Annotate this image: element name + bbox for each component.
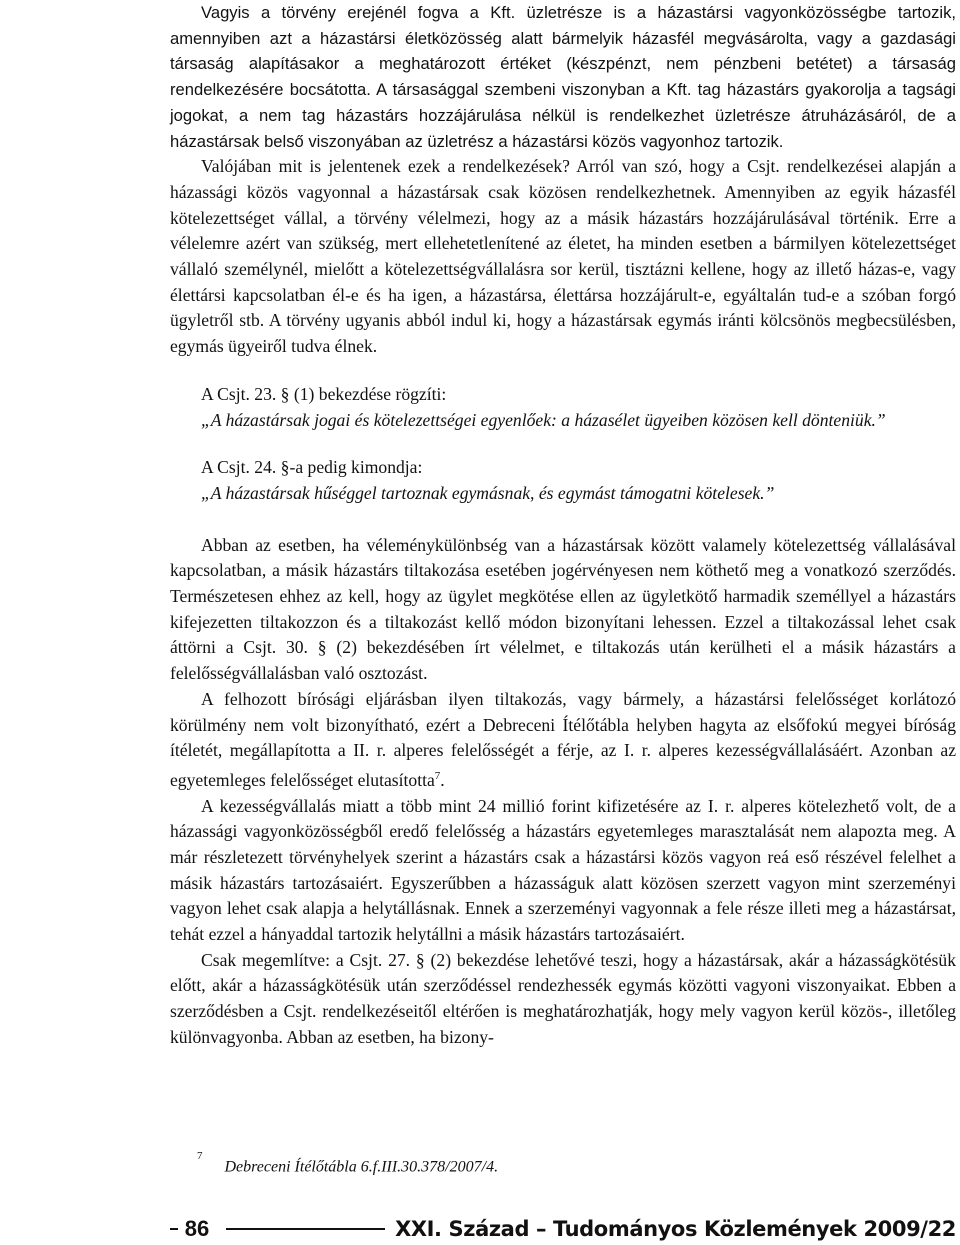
quote-1: „A házastársak jogai és kötelezettségei egyenlőek: a házasélet ügyeiben közösen kell dönteniük.” <box>201 409 886 430</box>
spacer <box>170 507 956 533</box>
footer-rule <box>226 1228 385 1230</box>
footer-rule-left <box>170 1228 178 1230</box>
footnote-number: 7 <box>197 1150 203 1162</box>
quote-1-intro: A Csjt. 23. § (1) bekezdése rögzíti: <box>201 383 447 404</box>
page-number: 86 <box>184 1216 210 1241</box>
spacer <box>170 360 956 382</box>
paragraph-4-text: A felhozott bírósági eljárásban ilyen tiltakozás, vagy bármely, a házastársi felelősséget korlátozó körülmény nem volt bizonyítható, ezért a Debreceni Ítélőtábla helyben hagyta az elsőfokú megyei bíróság ítéletét, megállapította a II. r. alperes felelősségét a férje, az I. r. alperes kezességvállalásáért. Azonban az egyetemleges felelősséget elutasította <box>170 688 956 790</box>
journal-title: XXI. Század – Tudományos Közlemények 2009/22 <box>395 1217 956 1241</box>
paragraph-6: Csak megemlítve: a Csjt. 27. § (2) bekezdése lehetővé teszi, hogy a házastársak, akár a házasságkötésük előtt, akár a házasságkötésük után szerződéssel rendezhessék egymás közötti vagyoni viszonyaikat. Ebben a szerződésben a Csjt. rendelkezéseitől eltérően is meghatározhatják, hogy mely vagyon kerül közös-, illetőleg különvagyonba. Abban az esetben, ha bizony- <box>170 949 956 1047</box>
paragraph-4 <box>170 687 956 794</box>
footnote-text: Debreceni Ítélőtábla 6.f.III.30.378/2007/4. <box>224 1158 499 1176</box>
quote-2-intro: A Csjt. 24. §-a pedig kimondja: <box>201 457 423 478</box>
page-footer <box>170 1216 956 1242</box>
paragraph-4-end: . <box>440 769 445 790</box>
paragraph-1: Vagyis a törvény erejénél fogva a Kft. üzletrésze is a házastársi vagyonközösségbe tartozik, amennyiben azt a házastársi életközösség alatt bármelyik házasfél megvásárolta, vagy a gazdasági társaság alapításakor a meghatározott értéket (készpénzt, nem pénzbeni betétet) a társaság rendelkezésére bocsátotta. A társasággal szembeni viszonyban a Kft. tag házastárs gyakorolja a tagsági jogokat, a nem tag házastárs hozzájárulása nélkül is rendelkezhet üzletrésze átruházásáról, de a házastársak belső viszonyában az üzletrész a házastársi közös vagyonhoz tartozik. <box>170 3 956 151</box>
paragraph-2-sentence-a: Valójában mit is jelentenek ezek a rendelkezések? Arról van szó, hogy a Csjt. rendelkezései alapján a házassági közös vagyonnal a házastársak csak közösen rendelkezhetnek. Amennyiben az egyik házasfél kötelezettséget vállal, a törvény vélelmezi, hogy az a másik házastárs hozzájárulásával történik. <box>170 156 956 228</box>
body-text <box>170 0 956 1051</box>
paragraph-2 <box>170 154 956 360</box>
footnote-reference: 7 <box>434 769 441 782</box>
paragraph-3: Abban az esetben, ha véleménykülönbség van a házastársak között valamely kötelezettség vállalásával kapcsolatban, a másik házastárs tiltakozása esetében jogérvényesen nem köthető meg a vonatkozó szerződés. Természetesen ehhez az kell, hogy az ügylet megkötése ellen az ügyletkötő harmadik személlyel a házastárs kifejezetten tiltakozzon és a tiltakozást kellő módon bizonyítani lehessen. Ezzel a tiltakozással lehet csak áttörni a Csjt. 30. § (2) bekezdésében írt vélelmet, e tiltakozás után kerülheti el a másik házastárs a felelősségvállalásban való osztozást. <box>170 534 956 684</box>
paragraph-5: A kezességvállalás miatt a több mint 24 millió forint kifizetésére az I. r. alperes kötelezhető volt, de a házassági vagyonközösségből eredő felelősség a házastárs egyetemleges marasztalását nem alapozta meg. A már részletezett törvényhelyek szerint a házastárs csak a házastársi közös vagyon reá eső részével felelhet a másik házastárs tartozásaiért. Egyszerűbben a házasságuk alatt közösen szerzett vagyon mint szerzeményi vagyon lehet csak alapja a helytállásnak. Ennek a szerzeményi vagyonnak a fele része illeti meg a házastársat, tehát ezzel a hányaddal tartozik helytállni a másik házastárs tartozásaiért. <box>170 795 956 945</box>
footnote <box>197 1150 499 1176</box>
paragraph-2-sentence-b: Erre a vélelemre azért van szükség, mert ellehetetlenítené az életet, ha minden esetben a bármilyen kötelezettséget vállaló személynél, mielőtt a kötelezettségvállalásra sor kerül, tisztázni kellene, hogy az illető házas-e, vagy élettársi kapcsolatban él-e és ha igen, a házastársa, élettársa hozzájárult-e, egyáltalán tud-e a szóban forgó ügyletről stb. A törvény ugyanis abból indul ki, hogy a házastársak egymás iránti kölcsönös megbecsülésben, egymás ügyeiről tudva élnek. <box>170 207 956 357</box>
quote-2: „A házastársak hűséggel tartoznak egymásnak, és egymást támogatni kötelesek.” <box>201 482 775 503</box>
spacer <box>170 433 956 455</box>
